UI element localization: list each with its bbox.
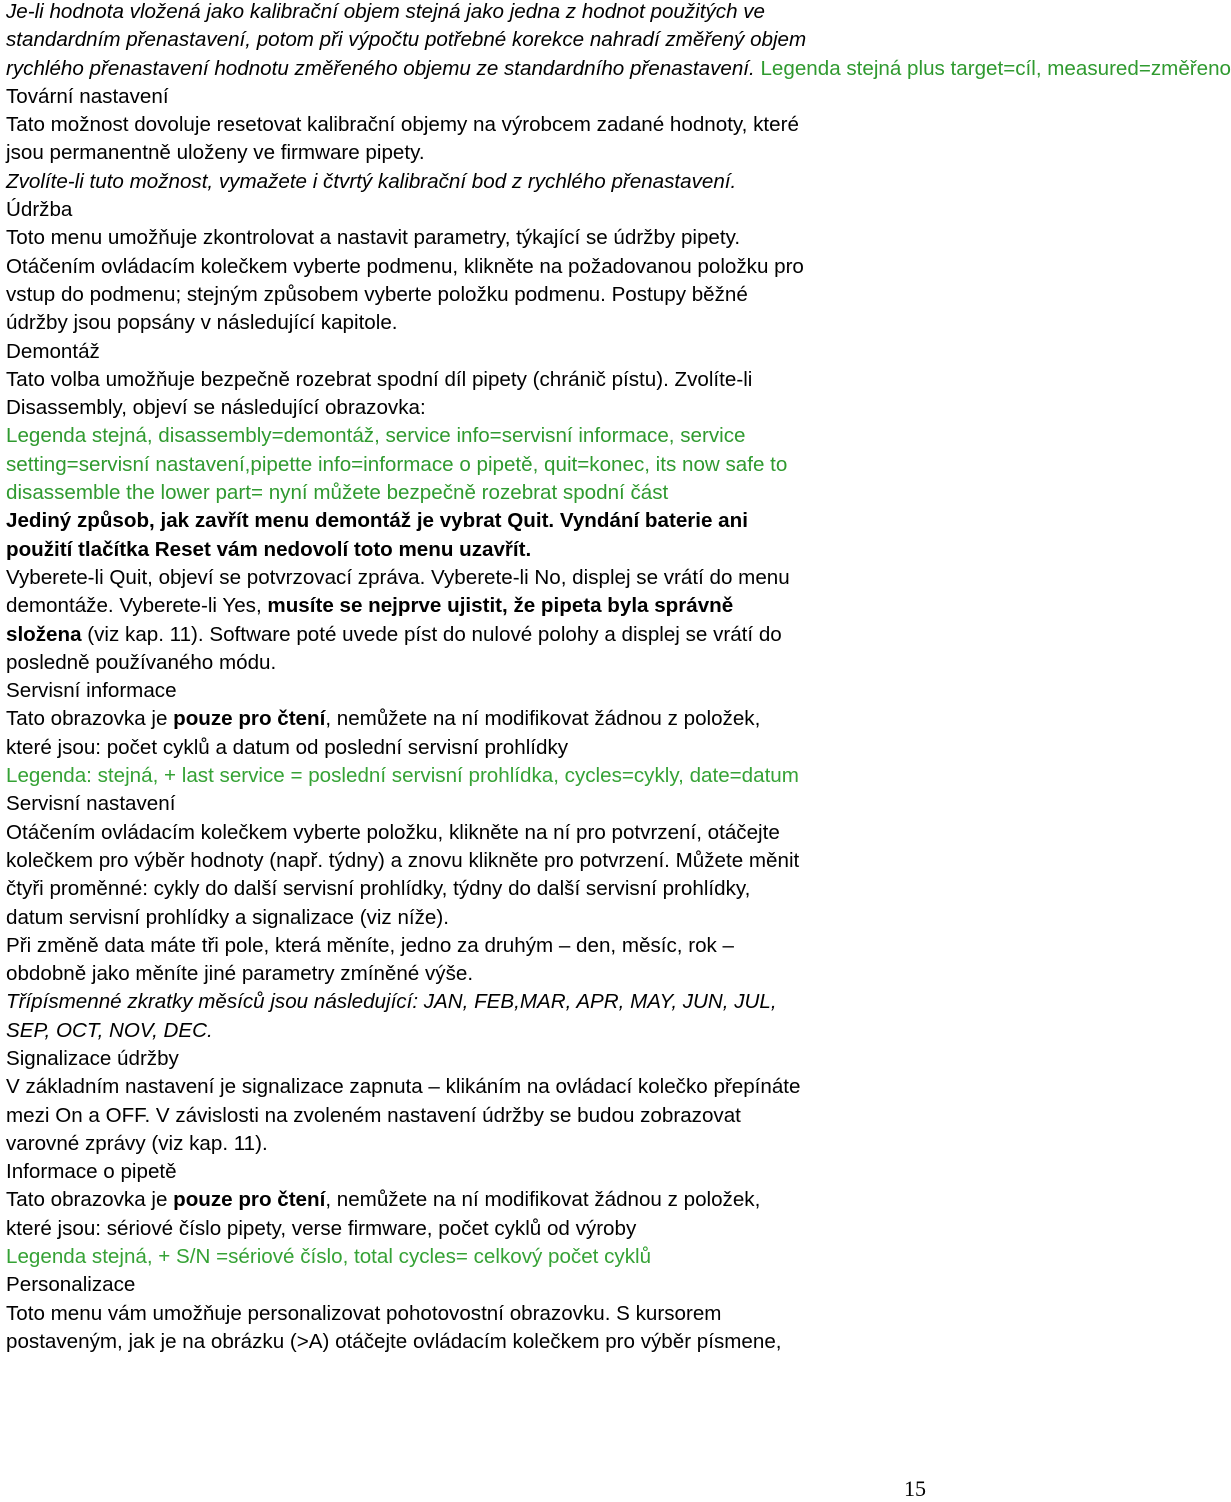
intro-line-3 (6, 55, 1231, 83)
personalization-line-1: Toto menu vám umožňuje personalizovat pohotovostní obrazovku. S kursorem (6, 1301, 722, 1325)
factory-line-1: Tato možnost dovoluje resetovat kalibrační objemy na výrobcem zadané hodnoty, které (6, 113, 799, 137)
maintenance-line-3: vstup do podmenu; stejným způsobem vyberte položku podmenu. Postupy běžné (6, 282, 748, 306)
service-settings-heading: Servisní nastavení (6, 792, 176, 816)
pipette-info-read-only: pouze pro čtení (173, 1188, 326, 1212)
maintenance-signal-line-2: mezi On a OFF. V závislosti na zvoleném nastavení údržby se budou zobrazovat (6, 1103, 741, 1127)
pipette-info-line-1-c: , nemůžete na ní modifikovat žádnou z položek, (325, 1188, 761, 1212)
maintenance-signal-line-1: V základním nastavení je signalizace zapnuta – klikáním na ovládací kolečko přepínáte (6, 1075, 801, 1099)
service-info-heading: Servisní informace (6, 679, 177, 703)
pipette-info-heading: Informace o pipetě (6, 1160, 177, 1184)
disassembly-legend-1: Legenda stejná, disassembly=demontáž, service info=servisní informace, service (6, 424, 746, 448)
factory-line-2: jsou permanentně uloženy ve firmware pipety. (6, 141, 425, 165)
disassembly-legend-2: setting=servisní nastavení,pipette info=informace o pipetě, quit=konec, its now safe to (6, 452, 788, 476)
service-info-read-only: pouze pro čtení (173, 707, 326, 731)
service-settings-line-2: kolečkem pro výběr hodnoty (např. týdny) a znovu klikněte pro potvrzení. Můžete měnit (6, 848, 800, 872)
intro-line-3-text: rychlého přenastavení hodnotu změřeného objemu ze standardního přenastavení. (6, 56, 755, 80)
disassembly-line-2: Disassembly, objeví se následující obrazovka: (6, 396, 426, 420)
disassembly-heading: Demontáž (6, 339, 100, 363)
maintenance-line-4: údržby jsou popsány v následující kapitole. (6, 311, 398, 335)
service-settings-line-5: Při změně data máte tři pole, která měníte, jedno za druhým – den, měsíc, rok – (6, 933, 734, 957)
disassembly-warning-1: Jediný způsob, jak zavřít menu demontáž je vybrat Quit. Vyndání baterie ani (6, 509, 748, 533)
service-settings-line-3: čtyři proměnné: cykly do další servisní prohlídky, týdny do další servisní prohlídky, (6, 877, 751, 901)
disassembly-line-5-text: (viz kap. 11). Software poté uvede píst do nulové polohy a displej se vrátí do (81, 622, 782, 646)
pipette-info-line-2: které jsou: sériové číslo pipety, verse firmware, počet cyklů od výroby (6, 1216, 637, 1240)
disassembly-line-1: Tato volba umožňuje bezpečně rozebrat spodní díl pipety (chránič pístu). Zvolíte-li (6, 367, 753, 391)
service-info-line-1-c: , nemůžete na ní modifikovat žádnou z položek, (325, 707, 761, 731)
service-settings-line-1: Otáčením ovládacím kolečkem vyberte položku, klikněte na ní pro potvrzení, otáčejte (6, 820, 780, 844)
document-body (6, 0, 1231, 1356)
service-settings-line-4: datum servisní prohlídky a signalizace (viz níže). (6, 905, 449, 929)
maintenance-signal-heading: Signalizace údržby (6, 1046, 179, 1070)
maintenance-signal-line-3: varovné zprávy (viz kap. 11). (6, 1131, 268, 1155)
disassembly-line-6: posledně používaného módu. (6, 650, 277, 674)
intro-line-2: standardním přenastavení, potom při výpočtu potřebné korekce nahradí změřený objem (6, 28, 807, 52)
service-settings-months-1: Třípísmenné zkratky měsíců jsou následující: JAN, FEB,MAR, APR, MAY, JUN, JUL, (6, 990, 777, 1014)
disassembly-line-4 (6, 592, 958, 620)
service-info-line-1 (6, 705, 958, 733)
personalization-line-2: postaveným, jak je na obrázku (>A) otáčejte ovládacím kolečkem pro výběr písmene, (6, 1329, 782, 1353)
service-settings-line-6: obdobně jako měníte jiné parametry zmíněné výše. (6, 962, 474, 986)
personalization-heading: Personalizace (6, 1273, 136, 1297)
maintenance-heading: Údržba (6, 198, 73, 222)
disassembly-legend-3: disassemble the lower part= nyní můžete bezpečně rozebrat spodní část (6, 481, 669, 505)
disassembly-line-5 (6, 621, 958, 649)
maintenance-line-2: Otáčením ovládacím kolečkem vyberte podmenu, klikněte na požadovanou položku pro (6, 254, 804, 278)
disassembly-line-4-text: demontáže. Vyberete-li Yes, (6, 594, 268, 618)
page-number: 15 (904, 1476, 926, 1501)
service-info-line-1-a: Tato obrazovka je (6, 707, 174, 731)
disassembly-line-5-bold: složena (6, 622, 82, 646)
maintenance-line-1: Toto menu umožňuje zkontrolovat a nastavit parametry, týkající se údržby pipety. (6, 226, 741, 250)
pipette-info-line-1 (6, 1186, 958, 1214)
factory-heading: Tovární nastavení (6, 84, 169, 108)
intro-legend: Legenda stejná plus target=cíl, measured=změřeno (754, 56, 1231, 80)
service-settings-months-2: SEP, OCT, NOV, DEC. (6, 1018, 213, 1042)
intro-line-1: Je-li hodnota vložená jako kalibrační objem stejná jako jedna z hodnot použitých ve (6, 0, 766, 23)
service-info-legend: Legenda: stejná, + last service = poslední servisní prohlídka, cycles=cykly, date=datum (6, 764, 799, 788)
disassembly-warning-2: použití tlačítka Reset vám nedovolí toto menu uzavřít. (6, 537, 532, 561)
pipette-info-line-1-a: Tato obrazovka je (6, 1188, 174, 1212)
pipette-info-legend: Legenda stejná, + S/N =sériové číslo, total cycles= celkový počet cyklů (6, 1245, 652, 1269)
disassembly-line-3: Vyberete-li Quit, objeví se potvrzovací zpráva. Vyberete-li No, displej se vrátí do menu (6, 565, 790, 589)
disassembly-line-4-bold: musíte se nejprve ujistit, že pipeta byla správně (267, 594, 734, 618)
service-info-line-2: které jsou: počet cyklů a datum od poslední servisní prohlídky (6, 735, 569, 759)
factory-warning: Zvolíte-li tuto možnost, vymažete i čtvrtý kalibrační bod z rychlého přenastavení. (6, 169, 737, 193)
